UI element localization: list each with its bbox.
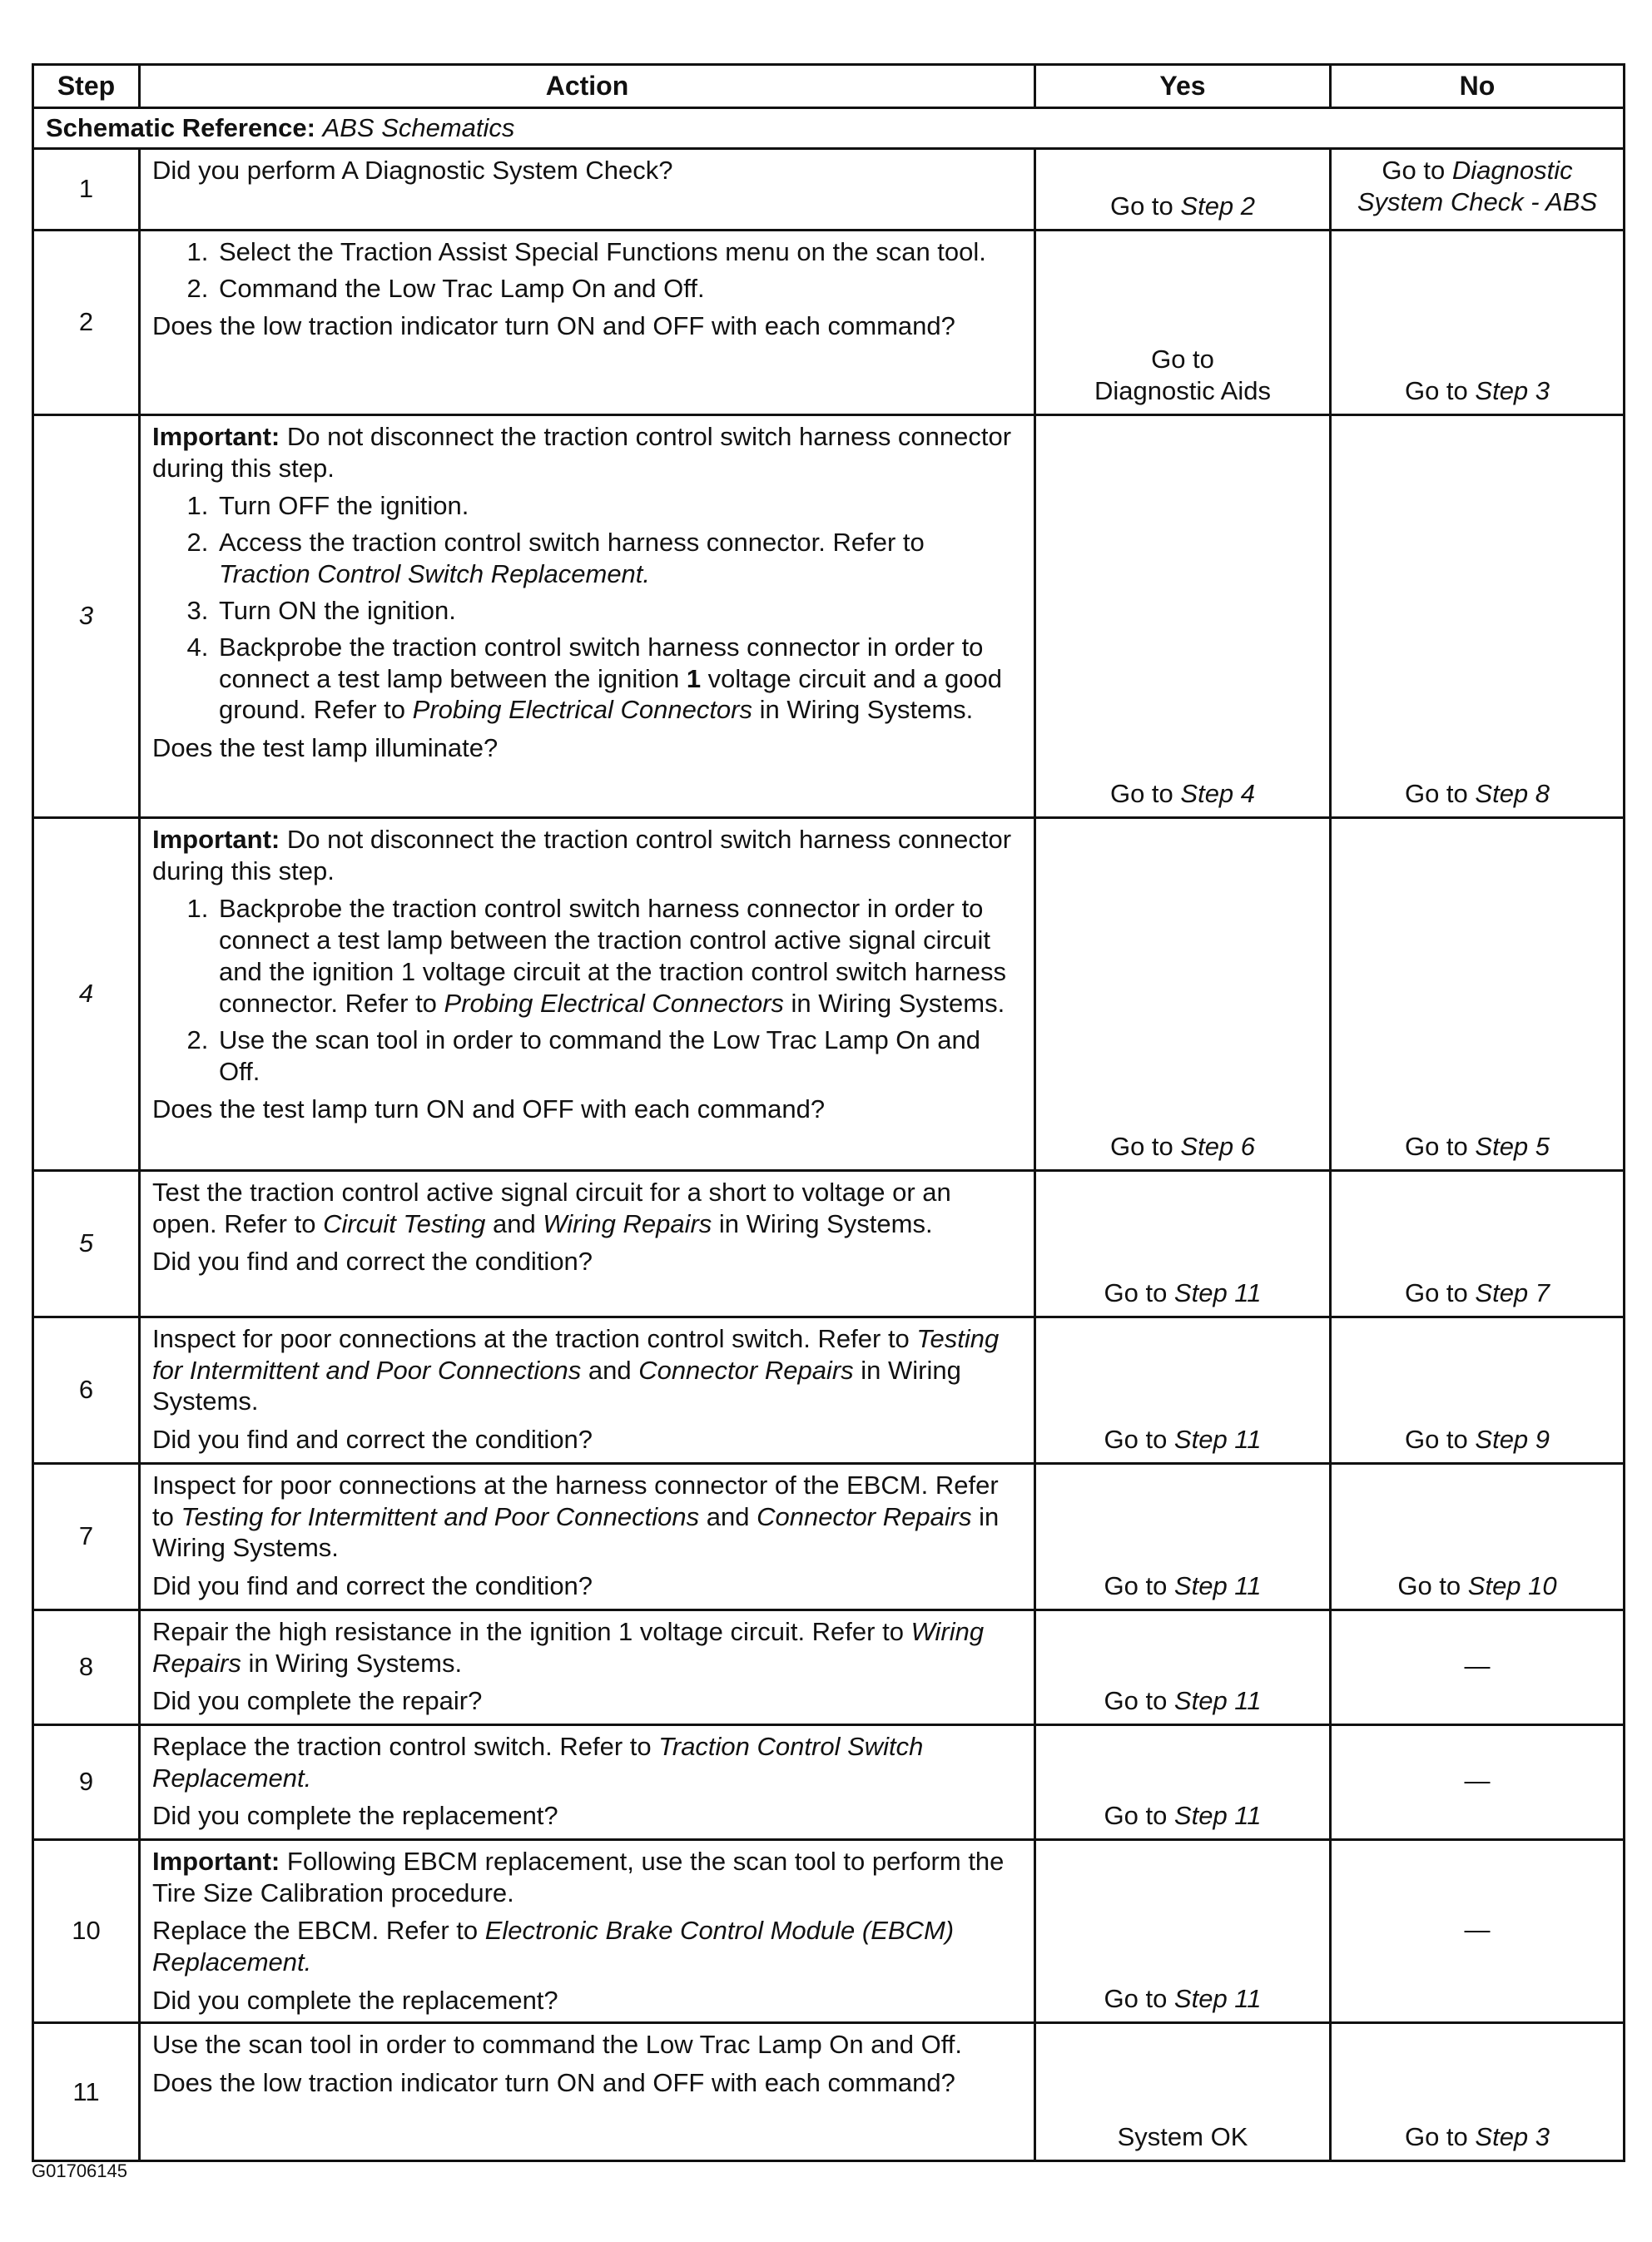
reference-link[interactable]: Probing Electrical Connectors	[444, 988, 784, 1018]
action-item	[216, 632, 1022, 726]
important-text: Following EBCM replacement, use the scan tool to perform the Tire Size Calibration procedure.	[152, 1846, 1005, 1907]
no-cell	[1331, 1610, 1625, 1724]
action-item-text: in Wiring Systems.	[752, 695, 974, 725]
action-text-part: in Wiring Systems.	[712, 1208, 933, 1238]
yes-cell	[1035, 230, 1331, 414]
yes-link[interactable]: Step 11	[1173, 1278, 1262, 1308]
action-question: Does the test lamp turn ON and OFF with each command?	[152, 1094, 826, 1124]
no-cell	[1331, 230, 1625, 414]
action-text: Did you perform A Diagnostic System Check?	[152, 155, 673, 185]
no-link[interactable]: Step 3	[1475, 376, 1550, 406]
action-question: Did you complete the repair?	[152, 1686, 483, 1716]
action-item-text: in Wiring Systems.	[783, 988, 1005, 1018]
action-question: Does the low traction indicator turn ON and OFF with each command?	[152, 2067, 955, 2097]
step-number: 3	[33, 414, 140, 817]
schematic-reference	[33, 108, 1625, 149]
action-question: Did you complete the replacement?	[152, 1801, 558, 1831]
important-note	[152, 1846, 1022, 1909]
action-cell	[140, 1463, 1035, 1610]
no-link[interactable]: Step 7	[1475, 1278, 1550, 1308]
action-cell	[140, 1839, 1035, 2022]
reference-link[interactable]: Wiring Repairs	[543, 1208, 712, 1238]
table-row	[33, 1724, 1625, 1839]
no-prefix: Go to	[1404, 779, 1476, 809]
reference-link[interactable]: Traction Control Switch Replacement.	[219, 559, 651, 589]
yes-prefix: Go to	[1109, 191, 1181, 221]
yes-cell	[1035, 2022, 1331, 2160]
table-row	[33, 817, 1625, 1170]
no-link[interactable]: Step 5	[1475, 1132, 1550, 1162]
no-dash: —	[1464, 1651, 1491, 1681]
action-question: Does the test lamp illuminate?	[152, 733, 499, 763]
yes-prefix: Go to	[1104, 1801, 1174, 1831]
action-text-part: in Wiring Systems.	[152, 1501, 1000, 1563]
no-link[interactable]: Step 9	[1475, 1425, 1550, 1455]
action-question: Did you find and correct the condition?	[152, 1247, 593, 1277]
no-prefix: Go to	[1404, 1425, 1476, 1455]
no-prefix: Go to	[1382, 155, 1452, 185]
important-label: Important:	[152, 824, 280, 854]
table-row	[33, 1610, 1625, 1724]
step-number: 9	[33, 1724, 140, 1839]
no-cell	[1331, 1724, 1625, 1839]
step-number: 8	[33, 1610, 140, 1724]
diagnostic-table-container	[32, 63, 1623, 2162]
action-item-text: Backprobe the traction control switch harness connector in order to connect a test lamp between the ignition	[219, 632, 984, 693]
action-text	[152, 1323, 1022, 1417]
action-text-part: Inspect for poor connections at the traction control switch. Refer to	[152, 1323, 917, 1353]
action-text	[152, 1915, 1022, 1978]
yes-prefix: Go to	[1109, 1132, 1181, 1162]
action-text-part: and	[699, 1501, 757, 1531]
action-item-bold: 1	[686, 663, 702, 693]
step-number: 10	[33, 1839, 140, 2022]
reference-link[interactable]: Wiring Repairs	[152, 1616, 985, 1678]
no-cell	[1331, 148, 1625, 230]
reference-link[interactable]: Connector Repairs	[638, 1355, 854, 1385]
action-text	[152, 1470, 1022, 1564]
table-row	[33, 1463, 1625, 1610]
no-cell	[1331, 2022, 1625, 2160]
no-cell	[1331, 1317, 1625, 1463]
table-row	[33, 414, 1625, 817]
reference-link[interactable]: Testing for Intermittent and Poor Connections	[181, 1501, 700, 1531]
action-item: 2. Command the Low Trac Lamp On and Off.	[216, 273, 1022, 305]
yes-cell	[1035, 817, 1331, 1170]
important-note	[152, 824, 1022, 887]
step-number: 1	[33, 148, 140, 230]
table-row	[33, 2022, 1625, 2160]
action-item: 1. Turn OFF the ignition.	[216, 490, 1022, 522]
yes-link[interactable]: Step 11	[1173, 1801, 1262, 1831]
yes-cell	[1035, 1839, 1331, 2022]
yes-prefix: Go to	[1104, 1686, 1174, 1716]
reference-link[interactable]: Testing for Intermittent and Poor Connections	[152, 1323, 1000, 1385]
yes-link[interactable]: Step 11	[1173, 1984, 1262, 2014]
action-cell	[140, 148, 1035, 230]
action-text-part: Replace the EBCM. Refer to	[152, 1916, 485, 1946]
step-number: 4	[33, 817, 140, 1170]
yes-link[interactable]: Diagnostic Aids	[1094, 376, 1271, 406]
important-note	[152, 421, 1022, 484]
action-cell	[140, 1610, 1035, 1724]
step-number: 6	[33, 1317, 140, 1463]
yes-prefix: Go to	[1104, 1984, 1174, 2014]
action-question: Does the low traction indicator turn ON and OFF with each command?	[152, 311, 955, 341]
header-no: No	[1331, 65, 1625, 108]
action-text-part: in Wiring Systems.	[241, 1648, 463, 1678]
action-text-part: Replace the traction control switch. Refer to	[152, 1731, 659, 1761]
important-label: Important:	[152, 421, 280, 451]
action-cell	[140, 1317, 1035, 1463]
no-dash: —	[1464, 1915, 1491, 1945]
action-question: Did you complete the replacement?	[152, 1986, 558, 2016]
schematic-reference-link[interactable]: ABS Schematics	[322, 113, 515, 143]
action-text-part: Repair the high resistance in the ignition 1 voltage circuit. Refer to	[152, 1616, 911, 1646]
action-text-part: Test the traction control active signal circuit for a short to voltage or an open. Refer to	[152, 1177, 951, 1238]
yes-link[interactable]: Step 6	[1180, 1132, 1256, 1162]
no-prefix: Go to	[1404, 376, 1476, 406]
action-cell	[140, 1724, 1035, 1839]
yes-cell	[1035, 1724, 1331, 1839]
important-text: Do not disconnect the traction control switch harness connector during this step.	[152, 824, 1012, 885]
header-step: Step	[33, 65, 140, 108]
yes-prefix: Go to	[1151, 345, 1214, 374]
yes-link[interactable]: Step 11	[1173, 1425, 1262, 1455]
action-text	[152, 1616, 1022, 1679]
no-link[interactable]: Step 8	[1475, 779, 1550, 809]
yes-link[interactable]: Step 11	[1173, 1686, 1262, 1716]
no-cell	[1331, 1170, 1625, 1317]
action-item-text: voltage circuit and a good ground. Refer to	[219, 663, 1002, 725]
no-dash: —	[1464, 1766, 1491, 1796]
action-list	[152, 236, 1022, 305]
yes-prefix: Go to	[1104, 1425, 1174, 1455]
yes-text: System OK	[1117, 2122, 1248, 2152]
step-number: 5	[33, 1170, 140, 1317]
action-cell	[140, 817, 1035, 1170]
yes-cell	[1035, 1317, 1331, 1463]
figure-id: G01706145	[32, 2160, 127, 2181]
action-text	[152, 1731, 1022, 1794]
yes-prefix: Go to	[1104, 1571, 1174, 1601]
action-text: Use the scan tool in order to command the Low Trac Lamp On and Off.	[152, 2029, 962, 2059]
yes-cell	[1035, 148, 1331, 230]
action-item: 3. Turn ON the ignition.	[216, 595, 1022, 627]
no-link[interactable]: Step 10	[1467, 1571, 1557, 1601]
action-question: Did you find and correct the condition?	[152, 1425, 593, 1455]
action-list	[152, 490, 1022, 726]
yes-link[interactable]: Step 11	[1173, 1571, 1262, 1601]
table-row	[33, 148, 1625, 230]
action-list	[152, 893, 1022, 1087]
table-row	[33, 1170, 1625, 1317]
yes-link[interactable]: Step 4	[1180, 779, 1256, 809]
no-cell	[1331, 414, 1625, 817]
action-item: 1. Select the Traction Assist Special Functions menu on the scan tool.	[216, 236, 1022, 268]
reference-link[interactable]: Electronic Brake Control Module (EBCM) Replacement.	[152, 1916, 955, 1977]
yes-link[interactable]: Step 2	[1180, 191, 1256, 221]
no-link[interactable]: Step 3	[1475, 2122, 1550, 2152]
action-text-part: and	[485, 1208, 543, 1238]
header-row	[33, 65, 1625, 108]
header-yes: Yes	[1035, 65, 1331, 108]
action-item	[216, 527, 1022, 590]
action-cell	[140, 2022, 1035, 2160]
action-item-text: Access the traction control switch harness connector. Refer to	[219, 528, 925, 558]
action-text-part: in Wiring Systems.	[152, 1355, 961, 1416]
yes-prefix: Go to	[1109, 779, 1181, 809]
yes-cell	[1035, 1610, 1331, 1724]
header-action: Action	[140, 65, 1035, 108]
table-row	[33, 1317, 1625, 1463]
no-cell	[1331, 1463, 1625, 1610]
reference-link[interactable]: Probing Electrical Connectors	[412, 695, 752, 725]
reference-link[interactable]: Connector Repairs	[757, 1501, 972, 1531]
schematic-reference-row	[33, 108, 1625, 149]
yes-prefix: Go to	[1104, 1278, 1174, 1308]
no-prefix: Go to	[1404, 2122, 1476, 2152]
action-cell	[140, 1170, 1035, 1317]
step-number: 2	[33, 230, 140, 414]
diagnostic-table	[32, 63, 1625, 2162]
yes-cell	[1035, 1463, 1331, 1610]
action-text-part: Inspect for poor connections at the harness connector of the EBCM. Refer to	[152, 1470, 999, 1531]
no-prefix: Go to	[1404, 1132, 1476, 1162]
action-text	[152, 1177, 1022, 1240]
action-question: Did you find and correct the condition?	[152, 1571, 593, 1601]
action-item: 2. Use the scan tool in order to command the Low Trac Lamp On and Off.	[216, 1024, 1022, 1088]
no-link[interactable]: Diagnostic System Check - ABS	[1357, 155, 1598, 216]
no-cell	[1331, 1839, 1625, 2022]
table-row	[33, 1839, 1625, 2022]
action-item-text: Backprobe the traction control switch harness connector in order to connect a test lamp between the traction control active signal circuit and the ignition 1 voltage circuit at the traction control switch harness connector. Refer to	[219, 894, 1007, 1018]
yes-cell	[1035, 414, 1331, 817]
action-text-part: and	[581, 1355, 639, 1385]
schematic-reference-label: Schematic Reference:	[46, 113, 315, 143]
reference-link[interactable]: Traction Control Switch Replacement.	[152, 1731, 924, 1793]
action-cell	[140, 414, 1035, 817]
no-prefix: Go to	[1404, 1278, 1476, 1308]
important-label: Important:	[152, 1846, 280, 1876]
no-cell	[1331, 817, 1625, 1170]
step-number: 7	[33, 1463, 140, 1610]
action-item	[216, 893, 1022, 1019]
important-text: Do not disconnect the traction control switch harness connector during this step.	[152, 421, 1012, 483]
step-number: 11	[33, 2022, 140, 2160]
table-row	[33, 230, 1625, 414]
action-cell	[140, 230, 1035, 414]
reference-link[interactable]: Circuit Testing	[323, 1208, 486, 1238]
yes-cell	[1035, 1170, 1331, 1317]
no-prefix: Go to	[1397, 1571, 1468, 1601]
